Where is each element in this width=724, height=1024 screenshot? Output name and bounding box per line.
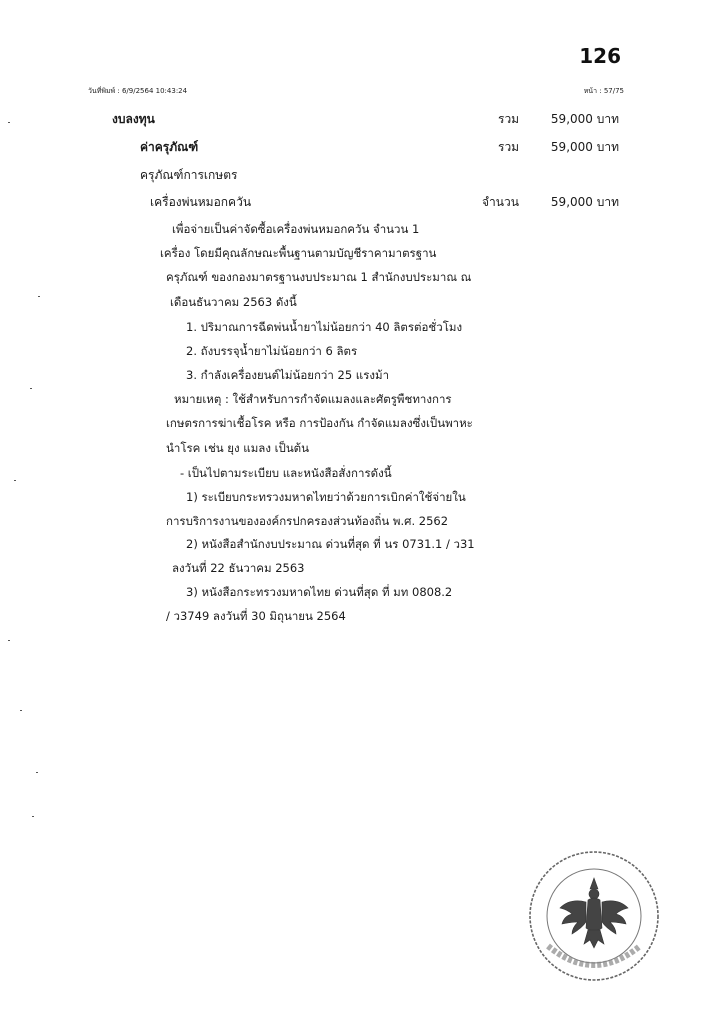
regulation-line: / ว3749 ลงวันที่ 30 มิถุนายน 2564 [166,609,346,623]
budget-label-equipment: ค่าครุภัณฑ์ [140,140,199,154]
amount-2: 59,000 บาท [550,140,619,154]
regulation-line: 2) หนังสือสำนักงบประมาณ ด่วนที่สุด ที่ นร 0731.1 / ว31 [186,537,475,551]
total-label-2: รวม [498,140,520,154]
body-line: เครื่อง โดยมีคุณลักษณะพื้นฐานตามบัญชีราคามาตรฐาน [160,246,437,260]
scan-speck [38,296,40,297]
page-count: หน้า : 57/75 [583,87,624,95]
scan-speck [14,480,16,481]
page-number: 126 [579,44,621,68]
note-line: หมายเหตุ : ใช้สำหรับการกำจัดแมลงและศัตรูพืชทางการ [174,392,452,406]
amount-1: 59,000 บาท [550,112,619,126]
budget-label-investment: งบลงทุน [112,112,155,126]
regulation-line: 3) หนังสือกระทรวงมหาดไทย ด่วนที่สุด ที่ มท 0808.2 [186,585,453,599]
body-line: เดือนธันวาคม 2563 ดังนี้ [170,295,297,309]
total-label-1: รวม [498,112,520,126]
regulation-line: ลงวันที่ 22 ธันวาคม 2563 [172,561,305,575]
scan-speck [8,122,10,123]
spec-item-3: 3. กำลังเครื่องยนต์ไม่น้อยกว่า 25 แรงม้า [186,368,390,382]
quantity-label: จำนวน [482,195,519,209]
print-date: วันที่พิมพ์ : 6/9/2564 10:43:24 [88,87,188,95]
item-fog-machine: เครื่องพ่นหมอกควัน [150,195,252,209]
note-line: นำโรค เช่น ยุง แมลง เป็นต้น [166,441,310,455]
scan-speck [20,710,22,711]
body-line: เพื่อจ่ายเป็นค่าจัดซื้อเครื่องพ่นหมอกควัน จำนวน 1 [172,222,420,236]
category-agri-equipment: ครุภัณฑ์การเกษตร [140,168,238,182]
scan-speck [36,772,38,773]
scan-speck [32,816,34,817]
spec-item-1: 1. ปริมาณการฉีดพ่นน้ำยาไม่น้อยกว่า 40 ลิตรต่อชั่วโมง [186,320,463,334]
regulation-line: 1) ระเบียบกระทรวงมหาดไทยว่าด้วยการเบิกค่าใช้จ่ายใน [186,490,466,504]
official-seal [526,848,662,984]
regulation-intro: - เป็นไปตามระเบียบ และหนังสือสั่งการดังนี้ [180,466,392,480]
scan-speck [8,640,10,641]
scan-speck [30,388,32,389]
spec-item-2: 2. ถังบรรจุน้ำยาไม่น้อยกว่า 6 ลิตร [186,344,358,358]
note-line: เกษตรการฆ่าเชื้อโรค หรือ การป้องกัน กำจัดแมลงซึ่งเป็นพาหะ [166,416,473,430]
amount-4: 59,000 บาท [550,195,619,209]
body-line: ครุภัณฑ์ ของกองมาตรฐานงบประมาณ 1 สำนักงบประมาณ ณ [166,270,472,284]
regulation-line: การบริการงานขององค์กรปกครองส่วนท้องถิ่น พ.ศ. 2562 [166,514,449,528]
garuda-emblem-icon [560,878,628,948]
